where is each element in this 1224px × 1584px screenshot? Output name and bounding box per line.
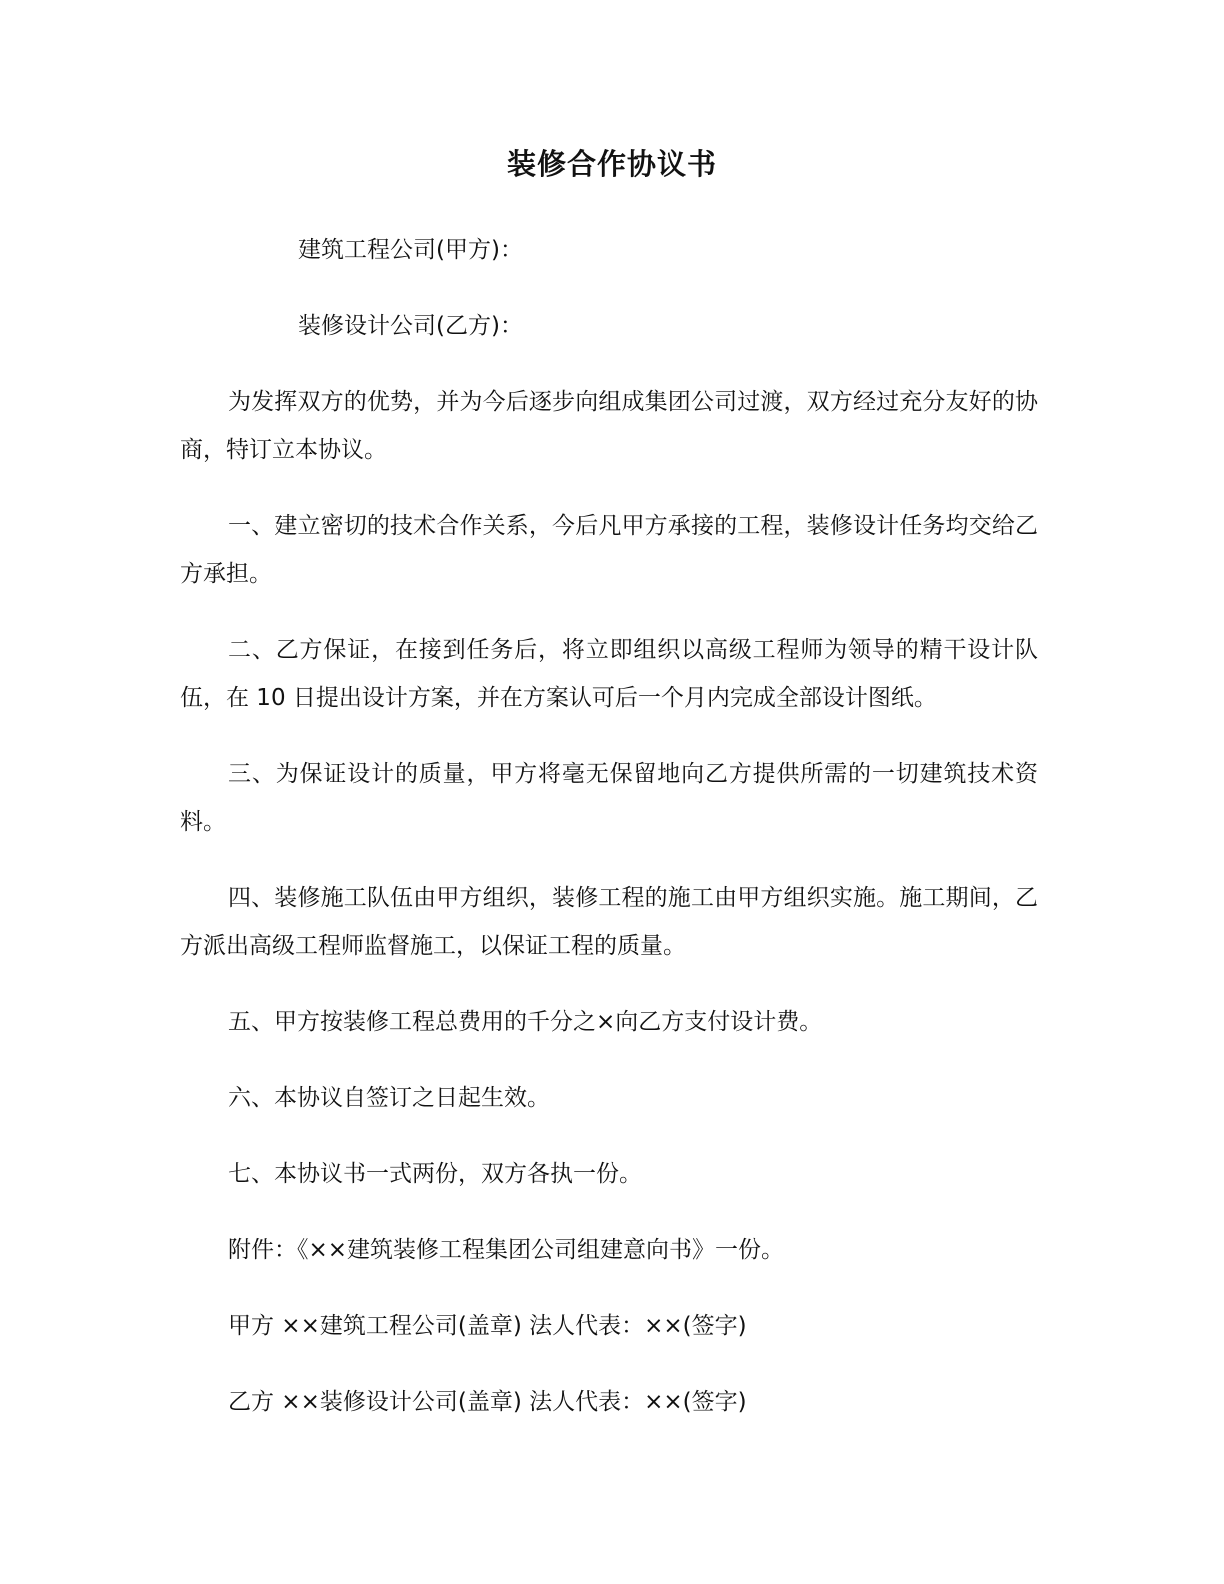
signature-party-a: 甲方 ××建筑工程公司(盖章) 法人代表：××(签字) <box>228 1313 747 1339</box>
clause-4: 四、装修施工队伍由甲方组织，装修工程的施工由甲方组织实施。施工期间，乙方派出高级工程师监督施工，以保证工程的质量。 <box>180 885 1038 959</box>
party-a-line: 建筑工程公司(甲方)： <box>298 237 523 263</box>
preamble-paragraph: 为发挥双方的优势，并为今后逐步向组成集团公司过渡，双方经过充分友好的协商，特订立本协议。 <box>180 389 1038 463</box>
clause-1: 一、建立密切的技术合作关系，今后凡甲方承接的工程，装修设计任务均交给乙方承担。 <box>180 513 1038 587</box>
clause-7: 七、本协议书一式两份，双方各执一份。 <box>228 1161 642 1187</box>
clause-2: 二、乙方保证，在接到任务后，将立即组织以高级工程师为领导的精干设计队伍，在 10 日提出设计方案，并在方案认可后一个月内完成全部设计图纸。 <box>180 637 1038 711</box>
document-title: 装修合作协议书 <box>506 147 717 181</box>
party-b-line: 装修设计公司(乙方)： <box>298 313 523 339</box>
clause-3: 三、为保证设计的质量，甲方将毫无保留地向乙方提供所需的一切建筑技术资料。 <box>180 761 1038 835</box>
signature-party-b: 乙方 ××装修设计公司(盖章) 法人代表：××(签字) <box>228 1389 747 1415</box>
clause-6: 六、本协议自签订之日起生效。 <box>228 1085 550 1111</box>
clause-5: 五、甲方按装修工程总费用的千分之×向乙方支付设计费。 <box>228 1009 823 1035</box>
attachment-line: 附件：《××建筑装修工程集团公司组建意向书》一份。 <box>228 1237 785 1263</box>
